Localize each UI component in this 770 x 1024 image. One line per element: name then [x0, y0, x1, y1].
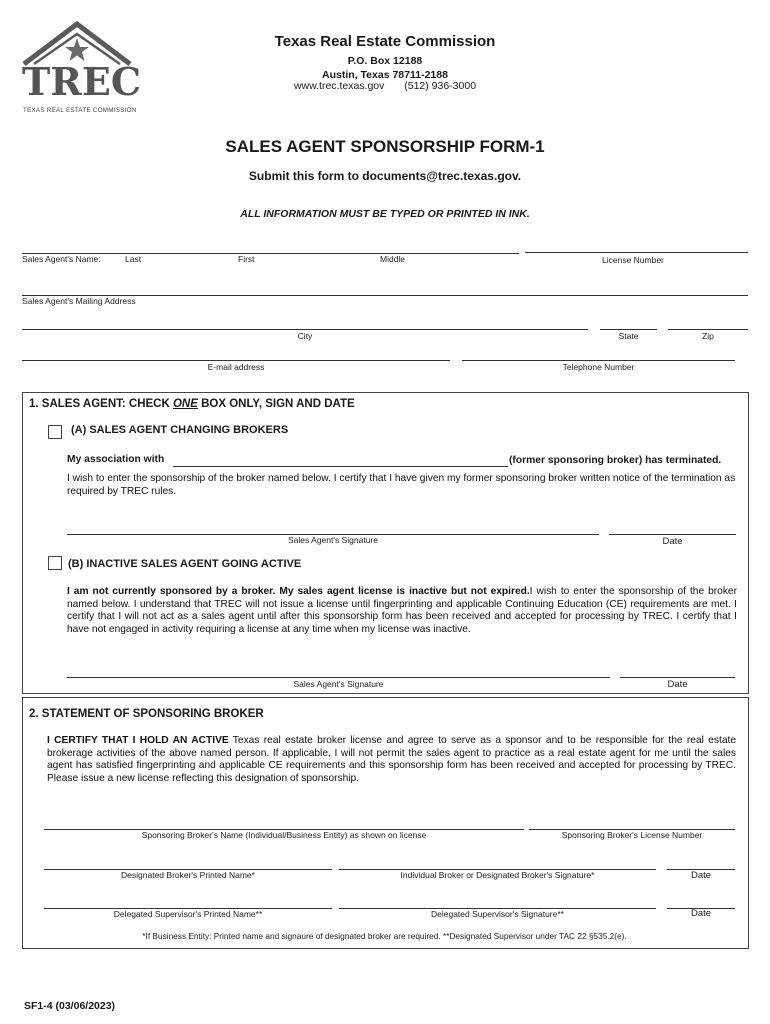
section2-heading: 2. STATEMENT OF SPONSORING BROKER: [29, 708, 264, 720]
telephone-label: Telephone Number: [562, 362, 635, 372]
middle-name-label: Middle: [380, 254, 406, 264]
section2-footnote: *If Business Entity: Printed name and signaure of designated broker are required. **Designated Supervisor under TAC 22 §535.2(e).: [142, 931, 627, 941]
email-field[interactable]: [22, 360, 450, 361]
agency-po-box: P.O. Box 12188: [347, 55, 423, 67]
city-field[interactable]: [22, 329, 588, 330]
mailing-address-label: Sales Agent's Mailing Address: [22, 296, 136, 306]
date2-label: Date: [690, 908, 712, 919]
option-b-date-field[interactable]: [620, 677, 735, 678]
zip-label: Zip: [702, 331, 714, 341]
option-b-text: I am not currently sponsored by a broker. My sales agent license is inactive but not expired.I wish to enter the sponsorship of the broker named below. I understand that TREC will not issue a license until fingerprinting and applicable Continuing Education (CE) requirements are met. I certify that I will not act as a sales agent until after this sponsorship form has been received and accepted for processing by TREC. I certify that I have not engaged in activity requiring a license at any time when my license was inactive.: [67, 586, 737, 635]
option-a-title: (A) SALES AGENT CHANGING BROKERS: [71, 424, 289, 436]
delegated-name-label: Delegated Supervisor's Printed Name**: [113, 909, 263, 919]
option-b-signature-field[interactable]: [67, 677, 610, 678]
first-name-label: First: [238, 254, 255, 264]
trec-logo: [20, 20, 142, 120]
option-a-signature-label: Sales Agent's Signature: [288, 535, 378, 545]
option-a-checkbox[interactable]: [48, 425, 62, 439]
form-title: SALES AGENT SPONSORSHIP FORM-1: [225, 137, 545, 156]
designated-sig-label: Individual Broker or Designated Broker's Signature*: [400, 870, 595, 880]
logo-subtext: TEXAS REAL ESTATE COMMISSION: [23, 107, 137, 114]
license-number-field[interactable]: [525, 252, 748, 253]
option-b-date-label: Date: [667, 679, 688, 690]
option-b-signature-label: Sales Agent's Signature: [293, 679, 384, 689]
broker-name-label: Sponsoring Broker's Name (Individual/Business Entity) as shown on license: [141, 830, 427, 840]
submit-note: Submit this form to documents@trec.texas.gov.: [248, 169, 522, 183]
section1-heading-one: ONE: [172, 398, 198, 410]
agency-phone: (512) 936-3000: [404, 80, 477, 92]
agency-name: Texas Real Estate Commission: [274, 33, 496, 50]
agency-city-state: Austin, Texas 78711-2188: [322, 69, 448, 81]
date1-label: Date: [690, 870, 712, 881]
city-label: City: [297, 331, 313, 341]
state-label: State: [618, 331, 639, 341]
email-label: E-mail address: [207, 362, 265, 372]
section1-heading: 1. SALES AGENT: CHECK ONE BOX ONLY, SIGN AND DATE: [29, 398, 355, 410]
license-number-label: License Number: [602, 255, 664, 265]
designated-name-label: Designated Broker's Printed Name*: [121, 870, 255, 880]
assoc-suffix: (former sponsoring broker) has terminated.: [509, 455, 722, 466]
state-field[interactable]: [600, 329, 657, 330]
option-b-title: (B) INACTIVE SALES AGENT GOING ACTIVE: [68, 558, 302, 570]
last-name-label: Last: [125, 254, 142, 264]
logo-wordmark: TREC: [22, 59, 142, 104]
form-id: SF1-4 (03/06/2023): [24, 1000, 116, 1012]
former-broker-field[interactable]: [173, 466, 508, 467]
option-a-date-field[interactable]: [609, 534, 736, 535]
option-a-date-label: Date: [662, 536, 683, 547]
option-a-text: I wish to enter the sponsorship of the broker named below. I certify that I have given my former sponsoring broker written notice of the termination as required by TREC rules.: [67, 473, 736, 497]
agency-website[interactable]: www.trec.texas.gov: [293, 80, 385, 92]
agent-name-label: Sales Agent's Name:: [22, 254, 101, 264]
delegated-sig-label: Delegated Supervisor's Signature**: [431, 909, 564, 919]
assoc-label: My association with: [67, 454, 165, 465]
telephone-field[interactable]: [462, 360, 735, 361]
section2-text: I CERTIFY THAT I HOLD AN ACTIVE Texas real estate broker license and agree to serve as a sponsor and to be responsible for the real estate brokerage activities of the above named person. If applicable, I will not permit the sales agent to practice as a real estate agent for me until the sales agent has satisfied fingerprinting and applicable CE requirements and this sponsorship form has been received and accepted for processing by TREC. Please issue a new license reflecting this designation of sponsorship.: [47, 735, 736, 784]
broker-license-label: Sponsoring Broker's License Number: [561, 830, 703, 840]
zip-field[interactable]: [668, 329, 748, 330]
option-b-checkbox[interactable]: [48, 556, 62, 570]
ink-note: ALL INFORMATION MUST BE TYPED OR PRINTED IN INK.: [240, 208, 530, 220]
